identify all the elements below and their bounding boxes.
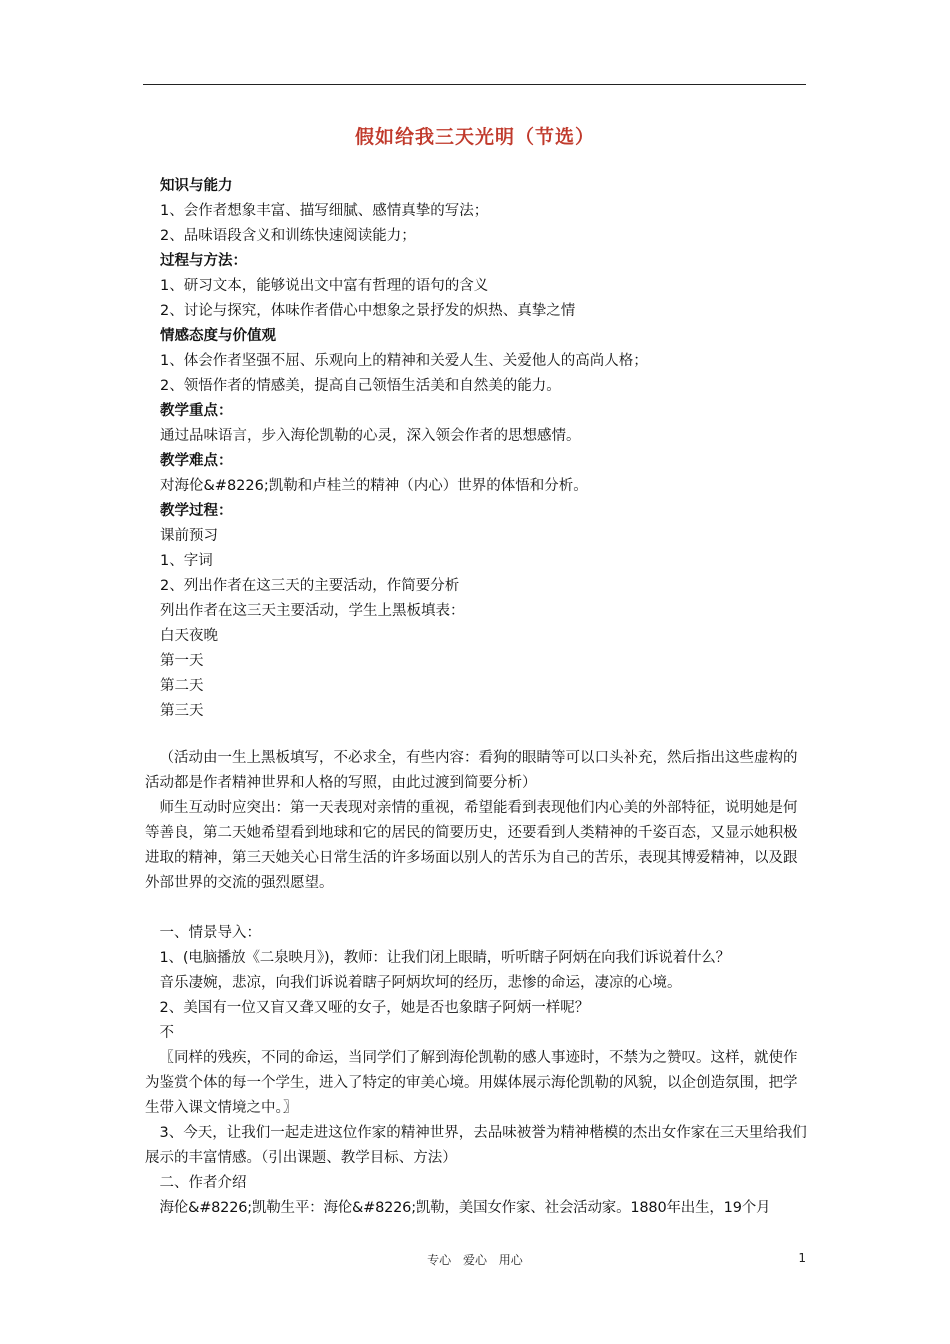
body-line: 第一天: [160, 653, 204, 669]
section-heading: 过程与方法：: [160, 253, 247, 269]
section-heading: 教学重点：: [160, 403, 233, 419]
body-line: 课前预习: [160, 528, 218, 544]
body-line: 2、美国有一位又盲又聋又哑的女子，她是否也象瞎子阿炳一样呢？: [159, 1000, 590, 1016]
section-heading: 情感态度与价值观: [160, 328, 276, 344]
section-heading: 知识与能力: [160, 178, 233, 194]
body-line: 白天夜晚: [160, 628, 218, 644]
body-line: 二、作者介绍: [159, 1175, 247, 1191]
paragraph: （活动由一生上黑板填写，不必求全，有些内容：看狗的眼睛等可以口头补充，然后指出这些虚构的活动都是作者精神世界和人格的写照，由此过渡到简要分析）: [145, 750, 798, 791]
body-line: 2、列出作者在这三天的主要活动，作简要分析: [160, 578, 460, 594]
document-title: 假如给我三天光明（节选）: [354, 126, 595, 148]
paragraph: 师生互动时应突出：第一天表现对亲情的重视，希望能看到表现他们内心美的外部特征，说明她是何等善良，第二天她希望看到地球和它的居民的简要历史，还要看到人类精神的千姿百态，又显示她积极进取的精神，第三天她关心日常生活的许多场面以别人的苦乐为自己的苦乐，表现其博爱精神，以及跟外部世界的交流的强烈愿望。: [145, 800, 798, 891]
header-rule: [143, 84, 806, 85]
body-line: 2、品味语段含义和训练快速阅读能力；: [160, 228, 416, 244]
paragraph: 3、今天，让我们一起走进这位作家的精神世界，去品味被誉为精神楷模的杰出女作家在三天里给我们展示的丰富情感。（引出课题、教学目标、方法）: [145, 1125, 807, 1166]
body-line: 通过品味语言，步入海伦凯勒的心灵，深入领会作者的思想感情。: [160, 428, 581, 444]
body-line: 1、(电脑播放《二泉映月》)，教师：让我们闭上眼睛，听听瞎子阿炳在向我们诉说着什么？: [159, 950, 730, 966]
footer-motto: 专心 爱心 用心: [427, 1253, 523, 1267]
body-line: 2、讨论与探究，体味作者借心中想象之景抒发的炽热、真挚之情: [160, 303, 576, 319]
document-body-continued: [145, 746, 808, 1221]
document-body: [160, 174, 808, 724]
body-line: 1、研习文本，能够说出文中富有哲理的语句的含义: [160, 278, 489, 294]
body-line: 1、体会作者坚强不屈、乐观向上的精神和关爱人生、关爱他人的高尚人格；: [160, 353, 648, 369]
body-line: 1、字词: [160, 553, 213, 569]
body-line: 列出作者在这三天主要活动，学生上黑板填表：: [160, 603, 465, 619]
body-line: 海伦&#8226;凯勒生平：海伦&#8226;凯勒，美国女作家、社会活动家。1880年出生，19个月: [159, 1200, 771, 1216]
body-line: 不: [159, 1025, 174, 1041]
body-line: 对海伦&#8226;凯勒和卢桂兰的精神（内心）世界的体悟和分析。: [160, 478, 588, 494]
paragraph: 〖同样的残疾，不同的命运，当同学们了解到海伦凯勒的感人事迹时，不禁为之赞叹。这样，就使作为鉴赏个体的每一个学生，进入了特定的审美心境。用媒体展示海伦凯勒的风貌，以企创造氛围，把学生带入课文情境之中。〗: [145, 1050, 798, 1116]
section-heading: 教学难点：: [160, 453, 233, 469]
body-line: 音乐凄婉，悲凉，向我们诉说着瞎子阿炳坎坷的经历，悲惨的命运，凄凉的心境。: [159, 975, 682, 991]
body-line: 一、情景导入：: [159, 925, 261, 941]
body-line: 第二天: [160, 678, 204, 694]
body-line: 第三天: [160, 703, 204, 719]
section-heading: 教学过程：: [160, 503, 233, 519]
body-line: 2、领悟作者的情感美，提高自己领悟生活美和自然美的能力。: [160, 378, 561, 394]
spacer: [145, 896, 808, 921]
body-line: 1、会作者想象丰富、描写细腻、感情真挚的写法；: [160, 203, 489, 219]
page-number: 1: [798, 1251, 806, 1265]
